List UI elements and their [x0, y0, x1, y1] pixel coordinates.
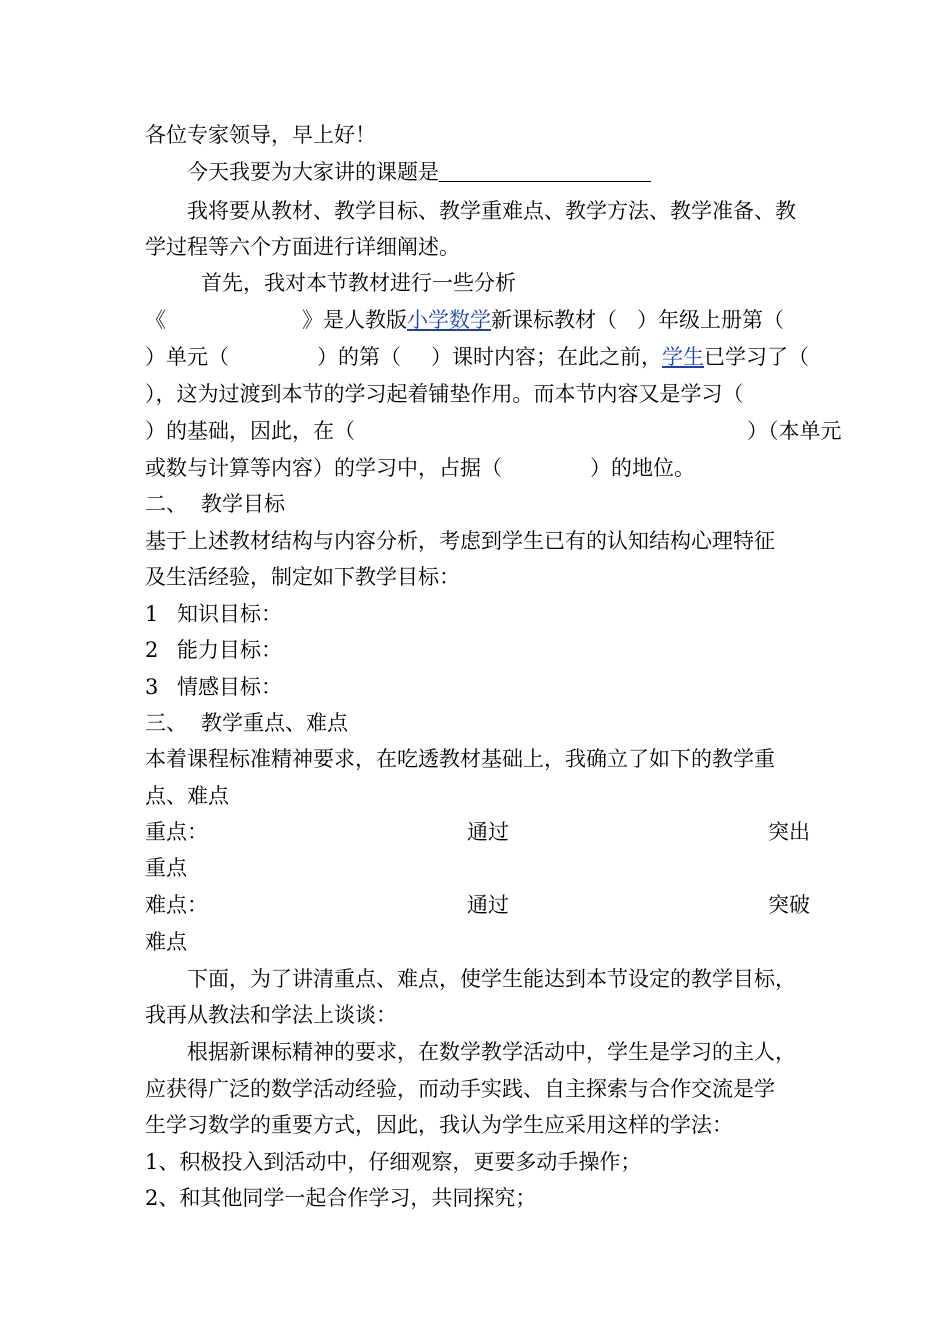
analysis-text: ）的地位。 [590, 456, 695, 480]
goal-label: 知识目标： [177, 602, 282, 626]
goals-intro-line-2: 及生活经验，制定如下教学目标： [145, 565, 460, 589]
difficult-point-action: 突破 [768, 893, 810, 917]
section-number: 三、 [145, 711, 187, 735]
analysis-text: 或数与计算等内容）的学习中，占据（ [145, 456, 502, 480]
transition-line-1: 下面，为了讲清重点、难点，使学生能达到本节设定的教学目标， [187, 967, 796, 991]
topic-line [145, 158, 852, 186]
primary-math-link[interactable]: 小学数学 [407, 308, 491, 332]
transition-line-2: 我再从教法和学法上谈谈： [145, 1003, 397, 1027]
difficult-point-label: 难点： [145, 893, 208, 917]
section-1-title: 首先，我对本节教材进行一些分析 [201, 271, 516, 295]
key-point-line [145, 818, 810, 846]
section-title: 教学重点、难点 [201, 711, 348, 735]
key-point-via: 通过 [467, 820, 509, 844]
student-link[interactable]: 学生 [662, 345, 704, 369]
analysis-text: 《 [145, 308, 166, 332]
analysis-text: ）单元（ [145, 345, 229, 369]
difficult-point-via: 通过 [467, 893, 509, 917]
topic-blank [439, 161, 651, 182]
key-point-tail: 重点 [145, 856, 187, 880]
greeting: 各位专家领导，早上好！ [145, 123, 376, 147]
analysis-text: 》是人教版 [302, 308, 407, 332]
analysis-line-4 [145, 417, 842, 445]
analysis-line-2 [145, 343, 810, 371]
section-number: 二、 [145, 492, 187, 516]
overview-line-2: 学过程等六个方面进行详细阐述。 [145, 235, 460, 259]
method-item-1: 1、积极投入到活动中，仔细观察，更要多动手操作； [145, 1150, 642, 1174]
analysis-text: ）课时内容；在此之前， [431, 345, 662, 369]
key-point-action: 突出 [768, 820, 810, 844]
method-item-2: 2、和其他同学一起合作学习，共同探究； [145, 1186, 537, 1210]
method-line-1: 根据新课标精神的要求，在数学教学活动中，学生是学习的主人， [187, 1040, 796, 1064]
analysis-text: ）的基础，因此，在（ [145, 419, 355, 443]
keypoints-intro-line-2: 点、难点 [145, 784, 229, 808]
method-line-3: 生学习数学的重要方式，因此，我认为学生应采用这样的学法： [145, 1113, 733, 1137]
difficult-point-line [145, 891, 810, 919]
analysis-line-5 [145, 454, 810, 482]
section-3-title [145, 709, 810, 737]
goal-ability [145, 636, 810, 664]
goal-emotion [145, 673, 810, 701]
analysis-text: ）的第（ [317, 345, 401, 369]
goal-label: 能力目标： [177, 638, 282, 662]
goals-intro-line-1: 基于上述教材结构与内容分析，考虑到学生已有的认知结构心理特征 [145, 529, 775, 553]
analysis-text: 新课标教材（ [491, 308, 617, 332]
goal-number: 2 [145, 638, 159, 662]
method-line-2: 应获得广泛的数学活动经验，而动手实践、自主探索与合作交流是学 [145, 1077, 775, 1101]
analysis-text: ）（本单元 [747, 419, 842, 443]
topic-label: 今天我要为大家讲的课题是 [187, 160, 439, 184]
key-point-label: 重点： [145, 820, 208, 844]
goal-number: 1 [145, 602, 159, 626]
analysis-line-3: ），这为过渡到本节的学习起着铺垫作用。而本节内容又是学习（ [145, 382, 744, 406]
analysis-text: ）年级上册第（ [637, 308, 784, 332]
difficult-point-tail: 难点 [145, 930, 187, 954]
goal-knowledge [145, 600, 810, 628]
goal-number: 3 [145, 675, 159, 699]
analysis-line-1 [145, 306, 810, 334]
analysis-text: 已学习了（ [704, 345, 809, 369]
section-title: 教学目标 [201, 492, 285, 516]
goal-label: 情感目标： [177, 675, 282, 699]
section-2-title [145, 490, 810, 518]
keypoints-intro-line-1: 本着课程标准精神要求，在吃透教材基础上，我确立了如下的教学重 [145, 747, 775, 771]
overview-line-1: 我将要从教材、教学目标、教学重难点、教学方法、教学准备、教 [187, 199, 796, 223]
